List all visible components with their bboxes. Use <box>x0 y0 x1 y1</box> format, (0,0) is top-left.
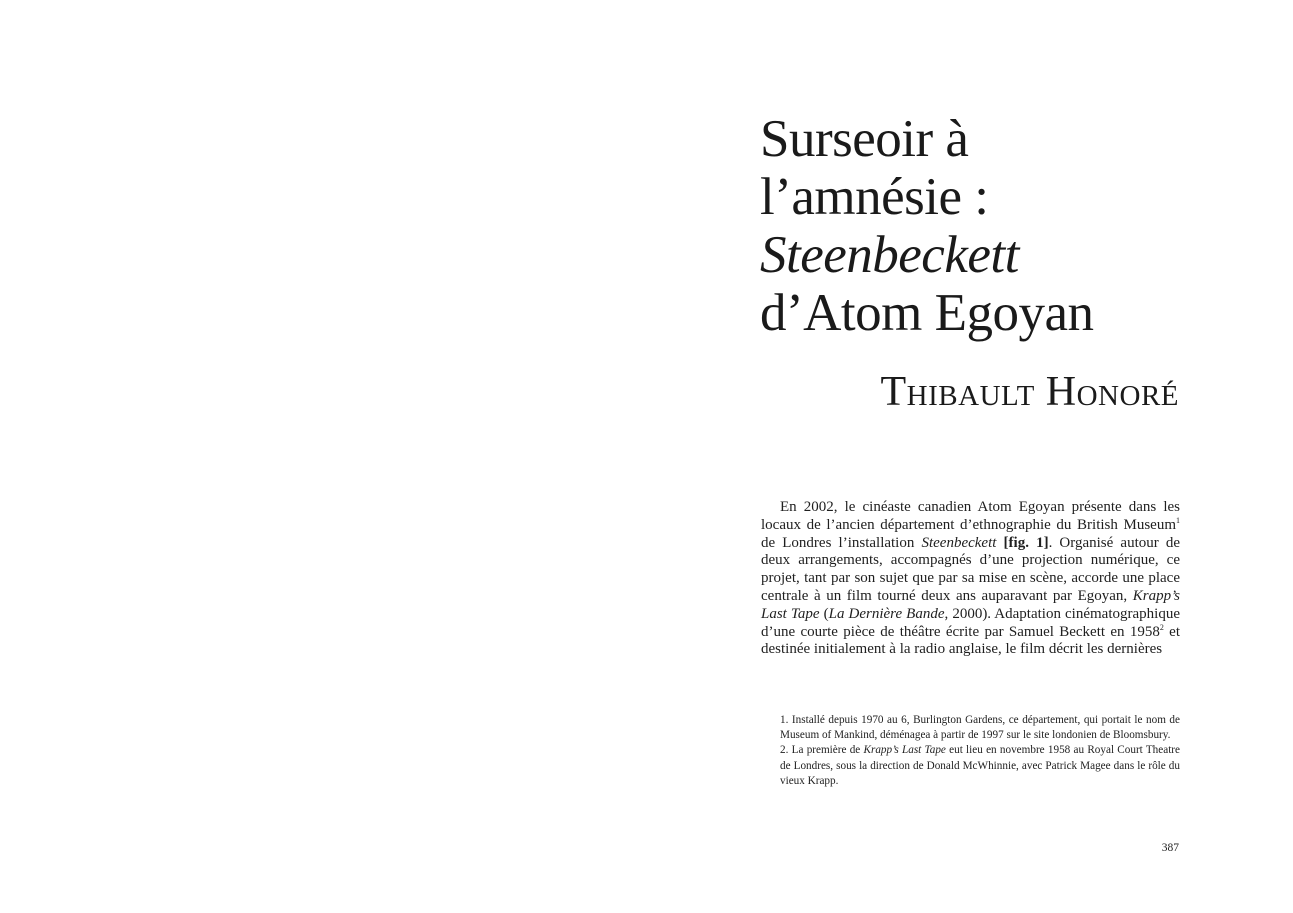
work-title-krapps-last-tape: Krapp’s Last Tape <box>761 587 1180 622</box>
title-line-4: d’Atom Egoyan <box>760 284 1094 342</box>
paragraph-1 <box>761 499 1180 659</box>
text-segment: de Londres l’installation <box>761 534 922 551</box>
figure-ref[interactable]: [fig. 1] <box>1003 534 1049 551</box>
work-title-steenbeckett: Steenbeckett <box>921 534 997 551</box>
footnote-text: eut lieu en novembre 1958 au Royal Court Theatre de Londres, sous la direction de Donald McWhinnie, avec Patrick Magee dans le rôle du vieux Krapp. <box>780 744 1180 787</box>
text-segment: et destinée initialement à la radio anglaise, le film décrit les dernières <box>761 623 1181 658</box>
text-segment: . Organisé autour de deux arrangements, accompagnés d’une projection numérique, ce projet, tant par son sujet que par sa mise en scène, accorde une place centrale à un film tourné deux ans auparavant par Egoyan, <box>761 534 1181 604</box>
text-segment: ( <box>819 605 829 622</box>
footnote-ref-2[interactable]: 2 <box>1159 622 1164 632</box>
page-number: 387 <box>1161 842 1179 854</box>
footnote-work-title: Krapp’s Last Tape <box>863 744 946 757</box>
footnote-1: 1. Installé depuis 1970 au 6, Burlington Gardens, ce département, qui portait le nom de Museum of Mankind, déménagea à partir de 1997 sur le site londonien de Bloomsbury. <box>780 714 1180 742</box>
text-segment <box>996 535 1003 551</box>
article-title <box>760 110 1200 342</box>
footnote-ref-1[interactable]: 1 <box>1176 515 1180 525</box>
footnote-2 <box>780 743 1180 789</box>
body-paragraph <box>761 499 1180 659</box>
footnote-text: 2. La première de <box>780 744 864 757</box>
work-title-la-derniere-bande: La Dernière Bande <box>828 605 945 622</box>
text-segment: En 2002, le cinéaste canadien Atom Egoyan présente dans les locaux de l’ancien département d’ethnographie du British Museum <box>761 499 1180 533</box>
footnotes <box>780 713 1180 789</box>
title-line-3: Steenbeckett <box>760 226 1019 284</box>
title-line-1: Surseoir à <box>760 110 969 168</box>
author-name: Thibault Honoré <box>880 369 1179 415</box>
text-segment: , 2000). Adaptation cinématographique d’une courte pièce de théâtre écrite par Samuel Beckett en 1958 <box>761 605 1180 640</box>
title-line-2: l’amnésie : <box>760 168 989 226</box>
